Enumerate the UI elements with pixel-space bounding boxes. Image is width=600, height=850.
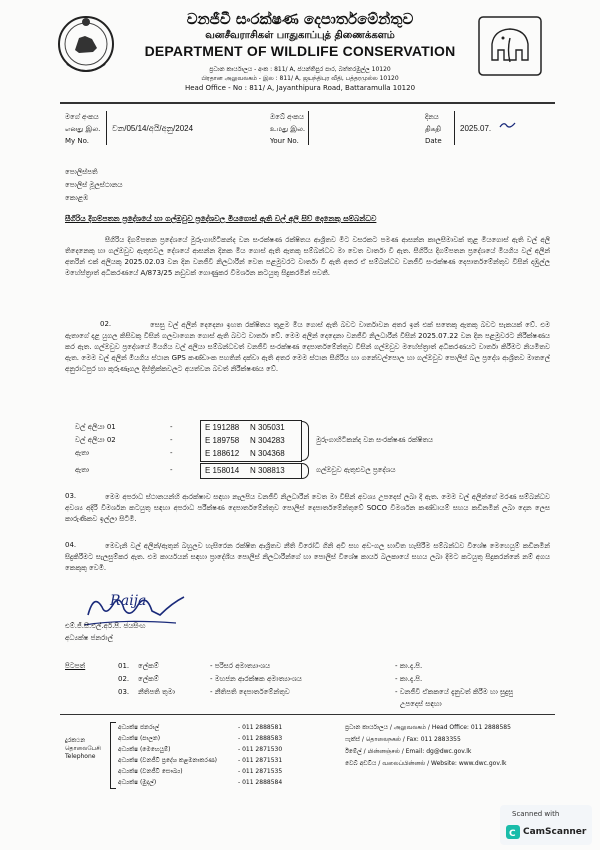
paragraph-2: සෙසු වල් අලින් දෙදෙනා ඉහත රක්ෂිතය තුළම මිය ගොස් ඇති බවට වාර්තාවන අතර ඉන් එක් සතෙකු ඇතකු බවට සැකයක් වේ. එම ඇතාගේ දළ යුගල කිසිවකු විසින් ගලවාගෙන ගොස් ඇති බවට වාර්තා වේ. මෙම අලින් දෙදෙනා වනජීවී නිලධාරීන් විසින් 2025.07.22 වන දින පළමුවරට නිරීක්ෂණය කර ඇත. ගල්ඔවුව ප්‍රදේශයේ මියගිය වල් අලියා සම්බන්ධවත් වනජීවී සංරක්ෂණ දෙපාර්තමේන්තුව විසින් ගල්ඔවුව මහේස්ත්‍රාත් අධිකරණයට වාර්තා කිරීමට නියමිතව ඇත. මෙම වල් අලින් මියගිය ස්ථාන GPS කණ්ඩාංක පහතින් දක්වා ඇති අතර මෙම ස්ථාන සීගිරිය හා ගනේවල්පොල හා ගල්ඔවුව පොලිස් බල ප්‍රදේශ ආශ්‍රිතව මාතලේ අනුරාධපුර හා කුරුණෑගල දිස්ත්‍රික්කවලට අයත්වන බවත් නිරීක්ෂණය වේ. <box>65 321 550 373</box>
dept-name-english: DEPARTMENT OF WILDLIFE CONSERVATION <box>144 43 456 59</box>
copy-action: - කා.දැ.පි. <box>395 675 423 683</box>
coord-northing: N 305031 <box>250 423 285 432</box>
phone-number: - 011 2871535 <box>238 768 283 775</box>
signatory-title: අධ්‍යක්ෂ ජනරාල් <box>65 634 113 642</box>
phone-label: අධ්‍යක්ෂ (පාලන) <box>118 735 161 742</box>
copies-label: පිටපත් <box>65 662 86 670</box>
copy-dept: - පරිසර අමාත්‍යාංශය <box>210 662 271 670</box>
date-label-ta: திகதி <box>425 125 441 133</box>
coord-dash: - <box>170 436 173 444</box>
coord-label: වල් අලියා 02 <box>75 436 116 444</box>
phone-label: අධ්‍යක්ෂ (මුදල්) <box>118 779 157 786</box>
your-no-label-si: ඔබේ අංකය <box>270 113 304 121</box>
copy-num: 03. <box>118 688 130 696</box>
phone-label: අධ්‍යක්ෂ (මෙහෙයුම්) <box>118 746 171 753</box>
your-no-brace <box>300 111 309 145</box>
paragraph-3: මෙම අපරාධ ස්ථානයන්හි ආරක්ෂාව සඳහා නැලපිය වනජීවී නිලධාරීන් වෙත මා විසින් අවශ්‍ය උපදෙස් ලබා දී ඇත. මෙම වල් අලින්ගේ මරණ සම්බන්ධව අවශ්‍ය අදිරි විමර්ශන කටයුතු සඳහා අපරාධ පරීක්ෂණ දෙපාර්තමේන්තුව පොලිස් දෙපාර්තමේන්තුවේ SOCO විමර්ශන කණ්ඩායම් සහය කඩිනමින් ලබා දෙන ලෙස කාරුණිකව ඉල්ලා සිටිමි. <box>65 493 550 523</box>
phone-number: - 011 2888583 <box>238 735 283 742</box>
my-no-label-ta: எனது இல. <box>65 125 101 133</box>
coord-easting: E 189758 <box>205 436 240 445</box>
address-sinhala: ප්‍රධාන කාර්යාලය - අංක : 811/ A, ජයන්තිපුර පාර, බත්තරමුල්ල 10120 <box>209 66 391 73</box>
your-no-label-en: Your No. <box>270 137 299 145</box>
copy-action: - කා.දැ.පි. <box>395 662 423 670</box>
svg-text:C: C <box>509 829 516 839</box>
copy-dept: - මහජන ආරක්ෂක අමාත්‍යාංශය <box>210 675 302 683</box>
date-value: 2025.07. <box>460 124 492 133</box>
scanner-line2: CamScanner <box>523 827 587 837</box>
signatory-name: එම්.ජී.සී.එල්.අර්.පී. ජයසිංහ <box>65 622 146 630</box>
copy-action: - වනජීවී ඒකකයේ දැනුවත් කිරීම හා සුදුසු <box>395 688 514 696</box>
copy-to: ලේකම් <box>138 662 159 670</box>
coord-northing: N 308813 <box>250 466 285 475</box>
addressee-line2: පොලිස් මූලස්ථානය <box>65 181 123 189</box>
dwc-elephant-logo-icon <box>478 16 542 76</box>
scanner-line1: Scanned with <box>512 810 560 818</box>
phone-label: අධ්‍යක්ෂ (වනජීවී සෞඛ්‍ය) <box>118 768 183 775</box>
dept-name-tamil: வனசீவராசிகள் பாதுகாப்புத் திணைக்களம் <box>205 30 395 41</box>
copy-action-cont: උපදෙස් සඳහා <box>400 700 442 708</box>
contact-line: ප්‍රධාන කාර්යාලය / அலுவலகம் / Head Office: 011 2888585 <box>345 724 511 731</box>
my-no-brace <box>96 111 107 145</box>
addressee-line1: පොලිස්පති <box>65 168 98 176</box>
coord-northing: N 304283 <box>250 436 285 445</box>
sri-lanka-emblem-icon <box>55 12 117 80</box>
coord-dash: - <box>170 466 173 474</box>
tel-label-en: Telephone <box>65 753 96 760</box>
header-divider <box>60 102 555 104</box>
coords-brace <box>302 421 309 461</box>
addressee-line3: කොළඹ <box>65 194 89 202</box>
copy-to: ලේකම් <box>138 675 159 683</box>
coord4-brace <box>302 463 309 479</box>
contact-line: ඊමේල් / மின்னஞ்சல் / Email: dg@dwc.gov.lk <box>345 748 472 755</box>
copy-to: නීතිපති තුමා <box>138 688 176 696</box>
coord-easting: E 158014 <box>205 466 240 475</box>
dept-name-sinhala: වනජීවී සංරක්ෂණ දෙපාර්තමේන්තුව <box>186 10 414 28</box>
tel-label-ta: தொலைபேசி <box>65 745 101 752</box>
contact-line: වෙබ් අඩවිය / வலைப்பின்னல் / Website: www.dwc.gov.lk <box>345 760 507 767</box>
coord-label: ඇතා <box>75 449 90 457</box>
copy-num: 01. <box>118 662 130 670</box>
coords-location: මුරුංගාහිටිකන්ද වන සංරක්ෂණ රක්ෂිතය <box>316 436 434 444</box>
coord-dash: - <box>170 449 173 457</box>
contact-line: ෆැක්ස් / தொலைநகல் / Fax: 011 2883355 <box>345 736 461 743</box>
phone-number: - 011 2871530 <box>238 746 283 753</box>
footer-divider <box>60 714 555 715</box>
coord-dash: - <box>170 423 173 431</box>
camscanner-badge <box>500 805 592 845</box>
coords-box <box>200 420 302 462</box>
phones-brace <box>110 722 116 789</box>
date-label-si: දිනය <box>425 113 439 121</box>
coord4-location: ගල්ඔවුව ඇතුළුවල ප්‍රදේශය <box>316 466 396 474</box>
your-no-label-ta: உமது இல. <box>270 125 306 133</box>
tel-label-si: දුරකථන <box>65 737 86 744</box>
signature-text: Raija <box>110 593 147 609</box>
copy-dept: - නීතිපති දෙපාර්තමේන්තුව <box>210 688 290 696</box>
paragraph-2-number: 02. <box>100 320 112 328</box>
camscanner-logo-icon <box>506 825 520 839</box>
phone-label: අධ්‍යක්ෂ (වනජීවී ප්‍රදේශ කළමනාකරණ) <box>118 757 217 764</box>
date-brace <box>446 111 455 145</box>
paragraph-3-number: 03. <box>65 492 77 500</box>
phone-number: - 011 2888581 <box>238 724 283 731</box>
coord-easting: E 191288 <box>205 423 240 432</box>
my-no-label-en: My No. <box>65 137 90 145</box>
subject-line: සීගිරිය දිගම්පතන ප්‍රදේශයේ හා ගල්ඔවුව ප්‍රදේශවල මියගොස් ඇති වල් අලි සිව් දෙනෙකු සම්බන්ධව <box>65 214 377 223</box>
coord-easting: E 188612 <box>205 449 240 458</box>
my-no-label-si: මගේ අංකය <box>65 113 99 121</box>
address-english: Head Office - No : 811/ A, Jayanthipura Road, Battaramulla 10120 <box>184 84 416 92</box>
date-label-en: Date <box>425 137 442 145</box>
coord-label: ඇතා <box>75 466 90 474</box>
coord4-box <box>200 463 302 479</box>
phone-number: - 011 2871531 <box>238 757 283 764</box>
phone-label: අධ්‍යක්ෂ ජනරාල් <box>118 724 160 731</box>
date-handwritten-mark-icon <box>498 120 518 130</box>
my-no-value: වන/05/14/අයි/අනු/2024 <box>112 124 194 133</box>
paragraph-4: මෙවැනි වල් අලින්/ඇතුන් බහුලව හැසිරෙන රක්ෂිත ආශ්‍රිතව නීති විරෝධී ගිනි අවි සහ අඩ-ගල භාවිත හැසිරීම සම්බන්ධව විශේෂ මෙහෙයුම් කඩිනමින් සිදුකිරීමට සැලසුම්කර ඇත. එම කාර්යයන් සඳහා ප්‍රාදේශීය පොලිස් නිලධාරීන්ගේ හා පොලිස් විශේෂ කාර්ය බලකායේ සහය ලබා දීමට කටයුතු සිදුකරන්නේ නම් අගය කෙකුකු වෙමි. <box>65 542 550 572</box>
coord-northing: N 304368 <box>250 449 285 458</box>
phone-number: - 011 2888584 <box>238 779 283 786</box>
paragraph-1: සීගිරිය දිගම්පතන ප්‍රදේශයේ මුරුංගාහිටිකන්ද වන සංරක්ෂණ රක්ෂිතය ආශ්‍රිතව මීට වසරකට පමණ ආසන්න කාලසීමාවක් තුළ මියගොස් ඇති වල් අලි තිදෙනෙකු හා ගල්ඔවුව ඇතුළුවල දේශයේ ආසන්න දිනක මිය ගොස් ඇති ඇතකු සම්බන්ධව මා වෙත වාර්තා වී ඇත. සීගිරිය දිගම්පතන ප්‍රදේශයේ මියගිය වල් අලින් අතරින් එක් අලියකු 2025.02.03 වන දින වනජීවී නිලධාරීන් වෙත පළමුවරට වාර්තා වී ඇති අතර ඒ සම්බන්ධව වනජීවී සංරක්ෂණ දෙපාර්තමේන්තුව විසින් දඹුල්ල මහේස්ත්‍රාත් අධිකරණයේ A/873/25 නඩුවක් ගොණුකර විමර්ශන කටයුතු සිදුකරමින් පවතී. <box>65 236 550 277</box>
address-tamil: பிரதான அலுவலகம் - இல : 811/ A, ஜயந்திபுர வீதி, பத்தரமுல்ல 10120 <box>201 75 399 82</box>
paragraph-4-number: 04. <box>65 541 77 549</box>
coord-label: වල් අලියා 01 <box>75 423 116 431</box>
copy-num: 02. <box>118 675 130 683</box>
